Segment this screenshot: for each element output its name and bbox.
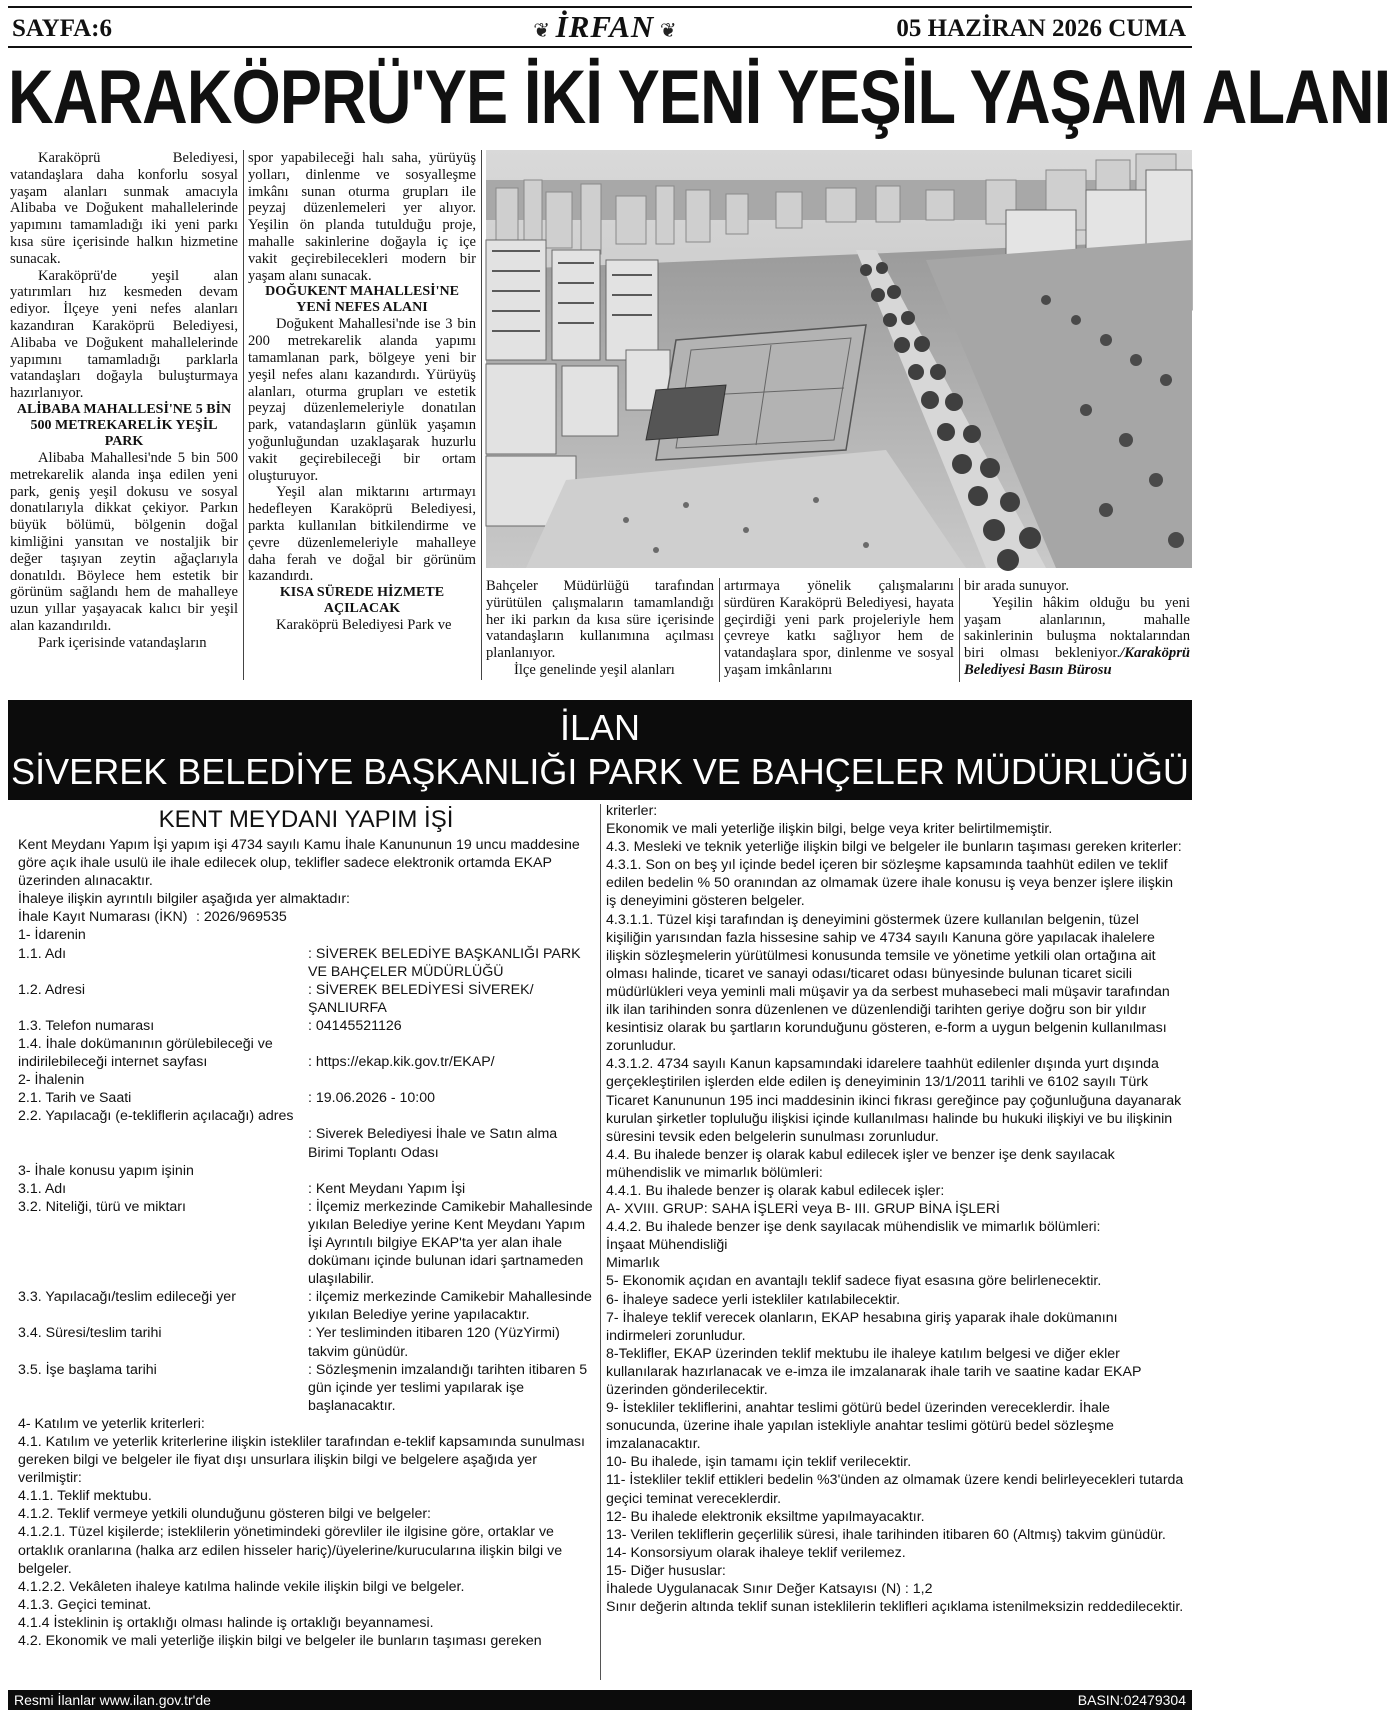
article-column-3 <box>486 578 714 682</box>
subheading: ALİBABA MAHALLESİ'NE 5 BİN 500 METREKARELİK YEŞİL PARK <box>16 401 232 449</box>
detail-row <box>18 1107 594 1161</box>
leaf-ornament-icon: ❦ <box>659 20 677 42</box>
work-title: KENT MEYDANI YAPIM İŞİ <box>158 806 454 833</box>
ad-paragraph: 8-Teklifler, EKAP üzerinden teklif mektubu ile ihaleye katılım belgesi ve diğer ekler kullanılarak hazırlanacak ve e-imza ile imzalanarak ihale tarih ve saatine kadar EKAP üzerinden gönderilecektir. <box>606 1345 1142 1398</box>
ad-paragraph: 15- Diğer hususlar: <box>606 1562 726 1579</box>
subheading: DOĞUKENT MAHALLESİ'NE YENİ NEFES ALANI <box>265 284 459 316</box>
ad-details-intro: İhaleye ilişkin ayrıntılı bilgiler aşağıda yer almaktadır: <box>18 891 350 908</box>
aerial-park-photo <box>486 150 1192 568</box>
detail-value: : https://ekap.kik.gov.tr/EKAP/ <box>308 1054 495 1071</box>
ad-paragraph: 4.1.3. Geçici teminat. <box>18 1596 152 1613</box>
ad-banner <box>8 700 1192 800</box>
detail-value: : Siverek Belediyesi İhale ve Satın alma Birimi Toplantı Odası <box>308 1126 558 1161</box>
detail-row <box>18 1089 594 1107</box>
ad-paragraph: 14- Konsorsiyum olarak ihaleye teklif verilemez. <box>606 1544 906 1561</box>
ad-paragraph: 4.3.1.1. Tüzel kişi tarafından iş deneyimini göstermek üzere kullanılan belgenin, tüzel kişiliğin yarısından fazla hissesine sahip ve 4734 sayılı Kanuna göre yapılacak ihalelere ilişkin sözleşmelerin yürütülmesi konusunda temsile ve yönetime yetkili olan ortağına ait olması halinde, ticaret ve sanayi odası/ticaret odası bünyesinde bulunan ticaret sicili müdürlükleri veya yeminli mali müşavir ya da serbest muhasebeci mali müşavir tarafından ilk ilan tarihinden sonra düzenlenen ve düzenlendiği tarihten geriye doğru son bir yıldır kesintisiz olarak bu şartların korunduğunu gösteren, e-form a uygun belgenin kullanılması zorunludur. <box>606 911 1170 1055</box>
detail-value: : SİVEREK BELEDİYE BAŞKANLIĞI PARK VE BAHÇELER MÜDÜRLÜĞÜ <box>308 945 581 980</box>
article-column-2 <box>248 150 476 680</box>
masthead <box>8 6 1192 48</box>
paragraph: bir arada sunuyor. <box>964 578 1069 594</box>
detail-key: 3.1. Adı <box>18 1180 67 1197</box>
ad-paragraph: İhalede Uygulanacak Sınır Değer Katsayısı (N) : 1,2 <box>606 1581 933 1598</box>
section-heading: 3- İhale konusu yapım işinin <box>18 1162 194 1179</box>
ad-paragraph: 4.1.1. Teklif mektubu. <box>18 1488 152 1505</box>
detail-row <box>18 1324 594 1360</box>
ad-paragraph: 10- Bu ihalede, işin tamamı için teklif verilecektir. <box>606 1454 912 1471</box>
byline: /Karaköprü Belediyesi Basın Bürosu <box>964 645 1190 678</box>
ikn-row <box>18 908 594 926</box>
ad-paragraph: 9- İstekliler tekliflerini, anahtar teslimi götürü bedel üzerinden vereceklerdir. İhale sonucunda, üzerine ihale yapılan istekliyle anahtar teslimi götürü bedel sözleşme imzalanacaktır. <box>606 1400 1114 1453</box>
official-ads-link[interactable]: Resmi İlanlar www.ilan.gov.tr'de <box>14 1692 211 1708</box>
detail-key: 2.2. Yapılacağı (e-tekliflerin açılacağı) adres <box>18 1108 294 1125</box>
paragraph: Yeşil alan miktarını artırmayı hedefleyen Karaköprü Belediyesi, parkta kullanılan bitkilendirme ve çevre düzenlemeleriyle mahalleye daha ferah ve doğal bir görünüm kazandırdı. <box>248 484 476 585</box>
ad-paragraph: 4.3.1.2. 4734 sayılı Kanun kapsamındaki idarelere taahhüt edilenler dışında yurt dışında gerçekleştirilen işlerden elde edilen iş deneyiminin 13/1/2011 tarihli ve 6102 sayılı Türk Ticaret Kanununun 195 inci maddesinin ikinci fıkrası gereğince pay çoğunluğuna dayanarak kurulan şirketler topluluğu ilişkisi içinde kullanılması halinde bu hukuki ilişkiyi ve bu ilişkinin süresini tevsik eden belgelerin sunulması zorunludur. <box>606 1056 1182 1145</box>
newspaper-name: İRFAN <box>555 9 655 44</box>
detail-key: 1.3. Telefon numarası <box>18 1017 155 1034</box>
paragraph: spor yapabileceği halı saha, yürüyüş yolları, dinlenme ve sosyalleşme imkânı sunan oturma grupları ile peyzaj düzenlemeleri yer alıyor. Yeşilin ön planda tutulduğu proje, mahalle sakinlerine doğayla iç içe vakit geçirebilecekleri modern bir yaşam alanı sunacak. <box>248 150 476 284</box>
detail-row <box>18 1180 594 1198</box>
ad-paragraph: 4.3. Mesleki ve teknik yeterliğe ilişkin bilgi ve belgeler ile bunların taşıması gereken kriterler: <box>606 839 1182 856</box>
ad-intro: Kent Meydanı Yapım İşi yapım işi 4734 sayılı Kamu İhale Kanununun 19 uncu maddesine göre açık ihale usulü ile ihale edilecek olup, teklifler sadece elektronik ortamda EKAP üzerinden alınacaktır. <box>18 837 580 890</box>
ad-paragraph: 6- İhaleye sadece yerli istekliler katılabilecektir. <box>606 1291 901 1308</box>
detail-row <box>18 1288 594 1324</box>
ad-label: İLAN <box>559 707 641 748</box>
paragraph-text: Yeşilin hâkim olduğu bu yeni yaşam alanlarının, mahalle sakinlerinin buluşma noktalarından biri olması bekleniyor. <box>964 594 1190 662</box>
detail-key: 3.4. Süresi/teslim tarihi <box>18 1325 162 1342</box>
paragraph: Park içerisinde vatandaşların <box>38 634 207 651</box>
ad-paragraph: Sınır değerin altında teklif sunan isteklilerin teklifleri açıklama istenilmeksizin reddedilecektir. <box>606 1599 1184 1616</box>
article-column-5 <box>964 578 1190 682</box>
detail-key: 1.1. Adı <box>18 945 67 962</box>
ad-paragraph: Ekonomik ve mali yeterliğe ilişkin bilgi, belge veya kriter belirtilmemiştir. <box>606 821 1053 838</box>
detail-value: : 19.06.2026 - 10:00 <box>308 1090 436 1107</box>
detail-key: 1.2. Adresi <box>18 981 86 998</box>
detail-key: 1.4. İhale dokümanının görülebileceği ve indirilebileceği internet sayfası <box>18 1036 273 1071</box>
ad-paragraph: 4.1.2.2. Vekâleten ihaleye katılma halinde vekile ilişkin bilgi ve belgeler. <box>18 1578 465 1595</box>
section-heading: 4- Katılım ve yeterlik kriterleri: <box>18 1415 205 1432</box>
detail-value: : 04145521126 <box>308 1017 402 1034</box>
ad-paragraph: 4.1. Katılım ve yeterlik kriterlerine ilişkin istekliler tarafından e-teklif kapsamında sunulması gereken bilgi ve belgeler ile fiyat dışı unsurlara ilişkin bilgi ve belgelere aşağıda yer verilmiştir: <box>18 1434 585 1487</box>
paragraph: Alibaba Mahallesi'nde 5 bin 500 metrekarelik alanda inşa edilen yeni park, geniş yeşil dokusu ve sosyal donatılarıyla dikkat çekiyor. Parkın büyük bölümü, bölgenin doğal kimliğini yansıtan ve nostaljik bir değer taşıyan zeytin ağaçlarıyla donatıldı. Böylece hem estetik bir görünüm sağlandı hem de mahalleye uzun yıllar yaşayacak kalıcı bir yeşil alan kazandırıldı. <box>10 449 238 634</box>
detail-value: : Kent Meydanı Yapım İşi <box>308 1180 466 1197</box>
paragraph: Doğukent Mahallesi'nde ise 3 bin 200 metrekarelik alanda yapımı tamamlanan park, bölgeye yeni bir yeşil nefes alanı kazandırdı. Yürüyüş alanları, oturma grupları ve estetik peyzaj düzenlemeleriyle donatılan park, vatandaşların günlük yaşamın yoğunluğundan uzaklaşarak huzurlu vakit geçirebileceği bir ortam oluşturuyor. <box>248 316 476 484</box>
detail-value: : ilçemiz merkezinde Camikebir Mahallesinde yıkılan Belediye yerine yapılacaktır. <box>308 1289 592 1324</box>
paragraph: İlçe genelinde yeşil alanları <box>514 661 675 678</box>
detail-value: : SİVEREK BELEDİYESİ SİVEREK/ŞANLIURFA <box>308 981 534 1016</box>
ad-paragraph: 12- Bu ihalede elektronik eksiltme yapılmayacaktır. <box>606 1508 925 1525</box>
ad-paragraph: 4.2. Ekonomik ve mali yeterliğe ilişkin bilgi ve belgeler ile bunların taşıması gereken <box>18 1633 542 1650</box>
subheading: KISA SÜREDE HİZMETE AÇILACAK <box>279 585 445 617</box>
ad-paragraph: 4.4.1. Bu ihalede benzer iş olarak kabul edilecek işler: <box>606 1182 945 1199</box>
ad-left-column <box>18 802 594 1682</box>
detail-row <box>18 1198 594 1288</box>
section-heading: 2- İhalenin <box>18 1072 85 1089</box>
paragraph: Karaköprü Belediyesi, vatandaşlara daha konforlu sosyal yaşam alanları sunmak amacıyla Alibaba ve Doğukent mahallelerinde yapımını tamamladığı iki yeni parkı kısa süre içerisinde halkın hizmetine sunacak. <box>10 150 238 267</box>
paragraph <box>964 595 1190 679</box>
ad-paragraph: 11- İstekliler teklif ettikleri bedelin %3'ünden az olmamak üzere kendi belirleyecekleri tutarda geçici teminat vereceklerdir. <box>606 1472 1184 1507</box>
article-headline: KARAKÖPRÜ'YE İKİ YENİ YEŞİL YAŞAM ALANI <box>8 55 1390 140</box>
detail-key: 3.3. Yapılacağı/teslim edileceği yer <box>18 1289 236 1306</box>
detail-key: 3.2. Niteliği, türü ve miktarı <box>18 1198 186 1215</box>
ad-paragraph: 4.3.1. Son on beş yıl içinde bedel içeren bir sözleşme kapsamında taahhüt edilen ve teklif edilen bedelin % 50 oranından az olmamak üzere ihale konusu iş veya benzer işlere ilişkin iş deneyimini gösteren belgeler. <box>606 857 1174 910</box>
ad-paragraph: 4.1.4 İsteklinin iş ortaklığı olması halinde iş ortaklığı beyannamesi. <box>18 1614 434 1631</box>
detail-value: : Sözleşmenin imzalandığı tarihten itibaren 5 gün içinde yer teslimi yapılarak işe başlanacaktır. <box>308 1361 588 1414</box>
column-rule <box>481 150 482 680</box>
detail-key: 2.1. Tarih ve Saati <box>18 1090 132 1107</box>
ad-footer <box>8 1690 1192 1710</box>
ad-paragraph: İnşaat Mühendisliği <box>606 1237 728 1254</box>
ad-right-column <box>606 802 1186 1682</box>
detail-key: 3.5. İşe başlama tarihi <box>18 1361 157 1378</box>
page-number: SAYFA:6 <box>12 15 113 42</box>
detail-row <box>18 945 594 981</box>
section-heading: 1- İdarenin <box>18 927 86 944</box>
ad-paragraph: 7- İhaleye teklif verecek olanların, EKAP hesabına giriş yaparak ihale dokümanını indirmeleri zorunludur. <box>606 1309 1118 1344</box>
column-rule <box>959 578 960 682</box>
article-column-4 <box>724 578 954 682</box>
paragraph: artırmaya yönelik çalışmalarını sürdüren Karaköprü Belediyesi, hayata geçirdiği yeni park projeleriyle hem çevreye katkı sağlıyor hem de vatandaşlara spor, dinlenme ve sosyal yaşam imkânlarını <box>724 578 954 678</box>
ad-paragraph: 4.4.2. Bu ihalede benzer işe denk sayılacak mühendislik ve mimarlık bölümleri: <box>606 1219 1101 1236</box>
detail-row <box>18 1035 594 1071</box>
detail-row <box>18 981 594 1017</box>
aerial-photo-illustration <box>486 150 1192 568</box>
ad-paragraph: 4.4. Bu ihalede benzer iş olarak kabul edilecek işler ve benzer işe denk sayılacak mühendislik ve mimarlık bölümleri: <box>606 1146 1115 1181</box>
paragraph: Bahçeler Müdürlüğü tarafından yürütülen çalışmaların tamamlandığı her iki parkın da kısa süre içerisinde vatandaşların kullanımına açılması planlanıyor. <box>486 578 714 662</box>
ad-column-rule <box>600 804 601 1680</box>
ad-paragraph: 4.1.2. Teklif vermeye yetkili olunduğunu gösteren bilgi ve belgeler: <box>18 1506 431 1523</box>
column-rule <box>719 578 720 682</box>
ikn-value: : 2026/969535 <box>196 909 287 926</box>
paragraph: Karaköprü'de yeşil alan yatırımları hız kesmeden devam ediyor. İlçeye yeni nefes alanları kazandıran Karaköprü Belediyesi, Alibaba ve Doğukent mahallelerinde yapımını tamamladığı parklarla vatandaşları doğayla buluşturmaya hazırlanıyor. <box>10 267 238 402</box>
ad-issuer: SİVEREK BELEDİYE BAŞKANLIĞI PARK VE BAHÇELER MÜDÜRLÜĞÜ <box>11 751 1189 792</box>
ad-paragraph: 13- Verilen tekliflerin geçerlilik süresi, ihale tarihinden itibaren 60 (Altmış) takvim günüdür. <box>606 1526 1166 1543</box>
ad-paragraph: A- XVIII. GRUP: SAHA İŞLERİ veya B- III. GRUP BİNA İŞLERİ <box>606 1201 1000 1218</box>
ad-paragraph: 5- Ekonomik açıdan en avantajlı teklif sadece fiyat esasına göre belirlenecektir. <box>606 1273 1102 1290</box>
detail-row <box>18 1361 594 1415</box>
ad-paragraph: Mimarlık <box>606 1255 660 1272</box>
paragraph: Karaköprü Belediyesi Park ve <box>276 617 452 634</box>
issue-date: 05 HAZİRAN 2026 CUMA <box>896 15 1186 42</box>
ad-paragraph: kriterler: <box>606 803 658 819</box>
ad-paragraph: 4.1.2.1. Tüzel kişilerde; isteklilerin yönetimindeki görevliler ile ilgisine göre, ortaklar ve ortaklık oranlarına (halka arz edilen hisseler hariç)/üyelerine/kurucularına ilişkin bilgi ve belgeler. <box>18 1524 563 1577</box>
article-column-1 <box>10 150 238 680</box>
leaf-ornament-icon: ❦ <box>533 20 551 42</box>
newspaper-logo <box>520 9 690 47</box>
detail-value: : İlçemiz merkezinde Camikebir Mahallesinde yıkılan Belediye yerine Kent Meydanı Yapım İşi Ayrıntılı bilgiye EKAP'ta yer alan ihale dokümanı içinde bulunan idari şartnameden ulaşılabilir. <box>308 1198 593 1288</box>
column-rule <box>243 150 244 680</box>
press-code: BASIN:02479304 <box>1077 1692 1186 1708</box>
ikn-label: İhale Kayıt Numarası (İKN) <box>18 909 188 926</box>
detail-value: : Yer tesliminden itibaren 120 (YüzYirmi) takvim günüdür. <box>308 1325 560 1360</box>
detail-row <box>18 1017 594 1035</box>
